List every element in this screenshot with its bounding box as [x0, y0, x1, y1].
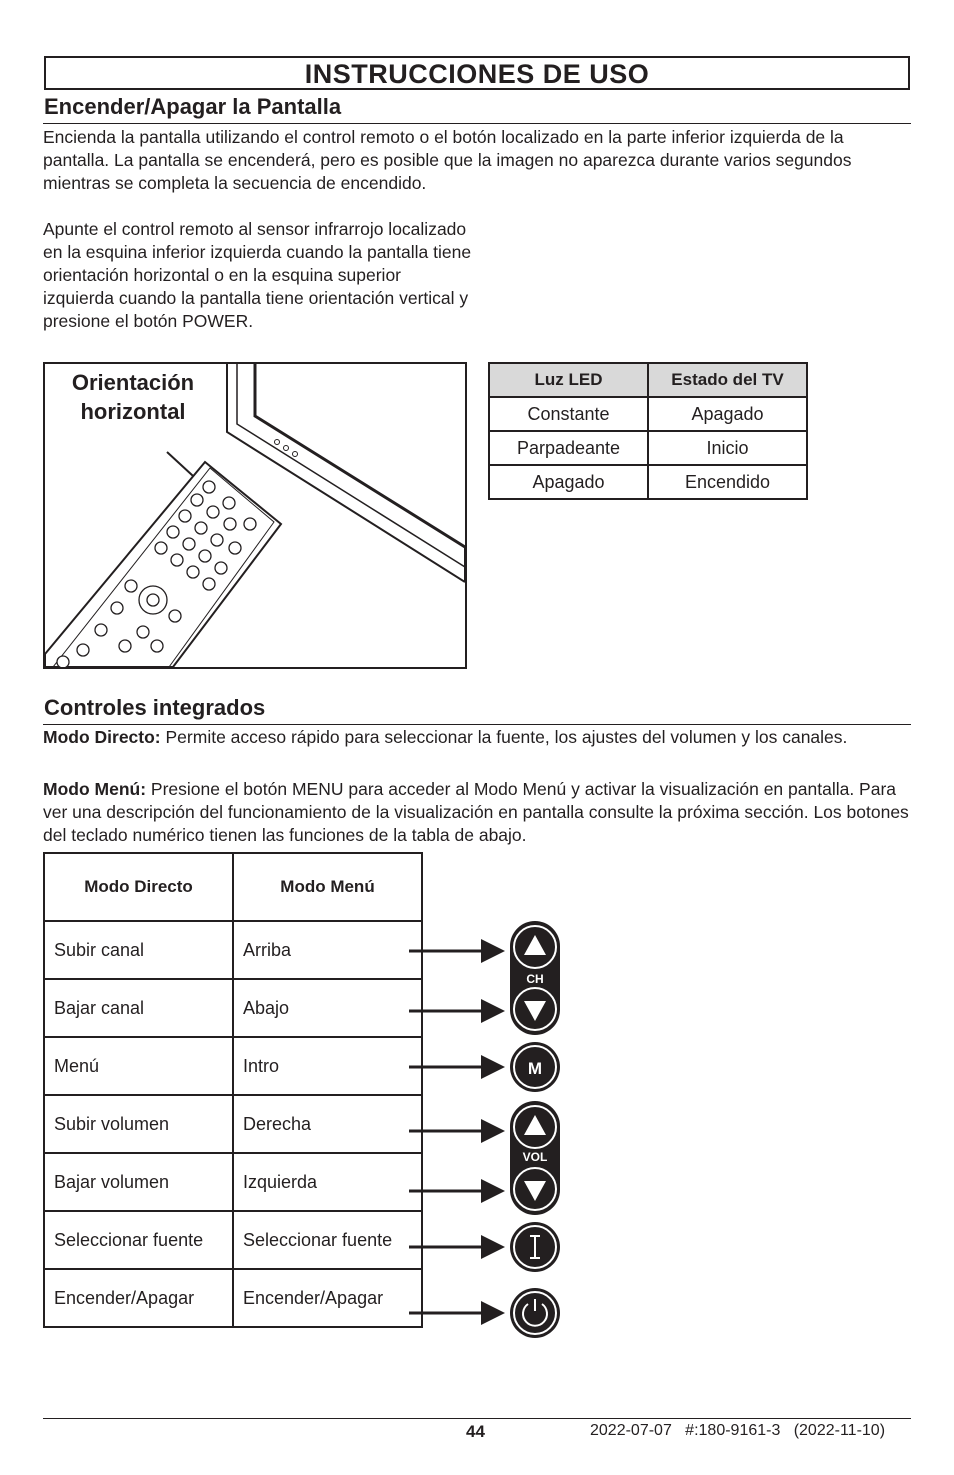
header-led: Luz LED [489, 363, 648, 397]
menu-button [510, 1042, 560, 1092]
menu-mode-paragraph [43, 778, 909, 847]
table-row [489, 465, 807, 499]
table-row [489, 431, 807, 465]
buttons-diagram [405, 915, 575, 1345]
page-number: 44 [466, 1422, 485, 1441]
power-paragraph-2: Apunte el control remoto al sensor infrarrojo localizado en la esquina inferior izquierda cuando la pantalla tiene orientación horizontal o en la esquina superior izquierda cuando la pantalla tiene orientación vertical y presione el botón POWER. [43, 219, 472, 331]
section-heading-controls: Controles integrados [44, 695, 266, 720]
table-cell: Intro [233, 1037, 422, 1095]
table-cell: Bajar canal [44, 979, 233, 1037]
table-cell: Seleccionar fuente [44, 1211, 233, 1269]
power-paragraph-1: Encienda la pantalla utilizando el control remoto o el botón localizado en la parte inferior izquierda de la pantalla. La pantalla se encenderá, pero es posible que la imagen no aparezca durante varios segundos mientras se completa la secuencia de encendido. [43, 127, 852, 193]
table-row [44, 1037, 422, 1095]
table-cell: Apagado [489, 465, 648, 499]
orientation-caption-line2: horizontal [80, 399, 186, 424]
table-cell: Seleccionar fuente [233, 1211, 422, 1269]
table-cell: Izquierda [233, 1153, 422, 1211]
section-heading-power: Encender/Apagar la Pantalla [44, 94, 342, 119]
header-menu-mode: Modo Menú [233, 853, 422, 921]
orientation-caption [53, 368, 213, 426]
table-row [44, 1211, 422, 1269]
table-cell: Bajar volumen [44, 1153, 233, 1211]
page-title: INSTRUCCIONES DE USO [44, 56, 910, 90]
table-row [489, 397, 807, 431]
table-row [44, 1095, 422, 1153]
table-row [44, 1153, 422, 1211]
ch-label: CH [526, 972, 544, 986]
table-row [44, 1269, 422, 1327]
vol-label: VOL [522, 1150, 548, 1164]
table-cell: Inicio [648, 431, 807, 465]
remote-illustration [43, 362, 467, 669]
table-cell: Parpadeante [489, 431, 648, 465]
menu-mode-label: Modo Menú: [43, 779, 147, 799]
ch-button-group [510, 921, 560, 1035]
table-cell: Constante [489, 397, 648, 431]
controls-table [43, 852, 423, 1328]
table-cell: Subir canal [44, 921, 233, 979]
table-cell: Derecha [233, 1095, 422, 1153]
input-button [510, 1222, 560, 1272]
table-header-row [489, 363, 807, 397]
doc-info: 2022-07-07 #:180-9161-3 (2022-11-10) [590, 1422, 886, 1439]
table-cell: Apagado [648, 397, 807, 431]
led-status-table [488, 362, 808, 500]
header-direct-mode: Modo Directo [44, 853, 233, 921]
table-row [44, 921, 422, 979]
table-cell: Encender/Apagar [233, 1269, 422, 1327]
power-button [510, 1288, 560, 1338]
direct-mode-text: Permite acceso rápido para seleccionar la fuente, los ajustes del volumen y los canales. [160, 727, 848, 747]
direct-mode-paragraph [43, 726, 909, 749]
arrows [409, 939, 505, 1325]
table-cell: Menú [44, 1037, 233, 1095]
table-cell: Arriba [233, 921, 422, 979]
divider [43, 724, 911, 725]
divider [43, 123, 911, 124]
vol-button-group [510, 1101, 560, 1215]
direct-mode-label: Modo Directo: [43, 727, 161, 747]
menu-icon: M [527, 1059, 543, 1078]
table-cell: Abajo [233, 979, 422, 1037]
menu-mode-text: Presione el botón MENU para acceder al Modo Menú y activar la visualización en pantalla. Para ver una descripción del funcionamiento de la visualización en pantalla consulte la próxima sección. Los botones del teclado numérico tienen las funciones de la tabla de abajo. [43, 779, 909, 845]
table-header-row [44, 853, 422, 921]
table-cell: Subir volumen [44, 1095, 233, 1153]
table-row [44, 979, 422, 1037]
footer-divider [43, 1418, 911, 1419]
table-cell: Encendido [648, 465, 807, 499]
table-cell: Encender/Apagar [44, 1269, 233, 1327]
orientation-caption-line1: Orientación [71, 370, 195, 395]
header-tv-state: Estado del TV [648, 363, 807, 397]
